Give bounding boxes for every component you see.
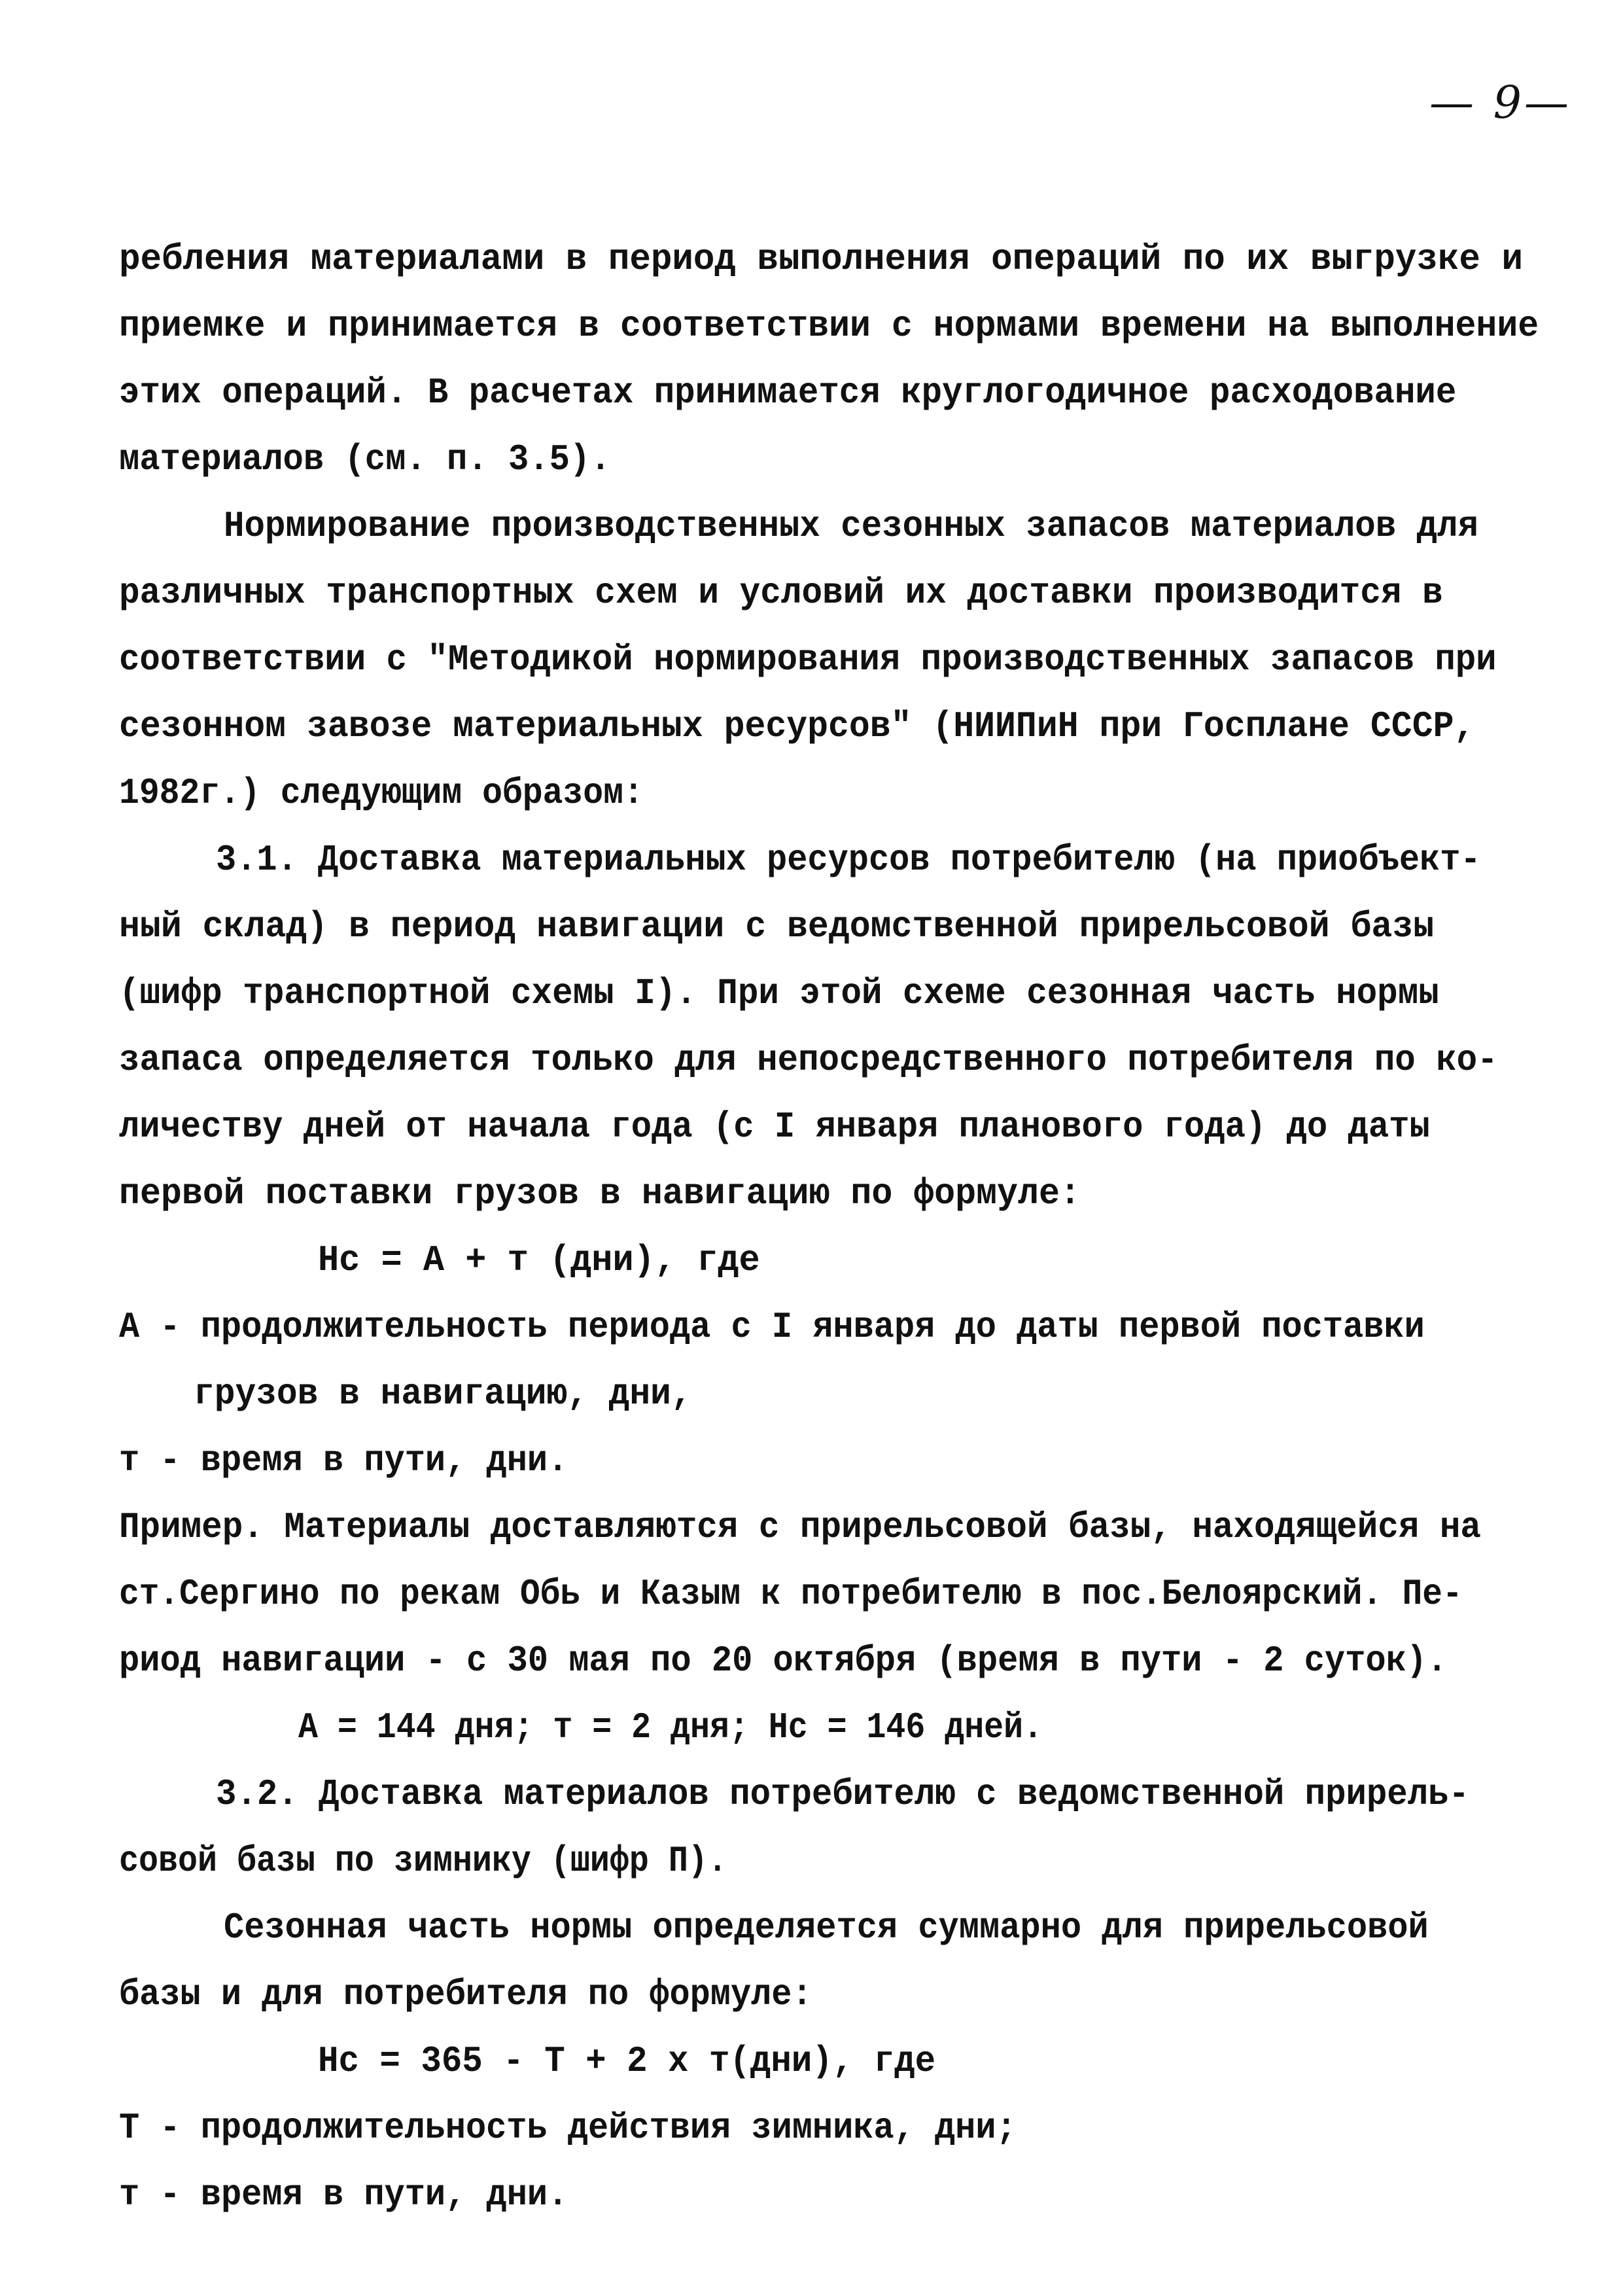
- text-line: первой поставки грузов в навигацию по формуле:: [119, 1173, 1081, 1214]
- text-line: совой базы по зимнику (шифр П).: [119, 1840, 727, 1882]
- definition-line: А - продолжительность периода с I января до даты первой поставки: [119, 1306, 1425, 1348]
- text-line: ный склад) в период навигации с ведомственной прирельсовой базы: [119, 906, 1435, 947]
- text-line: материалов (см. п. 3.5).: [119, 438, 611, 480]
- definition-line: т - время в пути, дни.: [119, 2174, 568, 2216]
- section-heading-line: 3.2. Доставка материалов потребителю с ведомственной прирель-: [216, 1773, 1469, 1815]
- definition-line: Т - продолжительность действия зимника, дни;: [119, 2107, 1017, 2149]
- text-line: риод навигации - с 30 мая по 20 октября (время в пути - 2 суток).: [119, 1640, 1448, 1682]
- text-line: приемке и принимается в соответствии с нормами времени на выполнение: [119, 305, 1539, 347]
- text-line: Сезонная часть нормы определяется суммарно для прирельсовой: [224, 1907, 1429, 1949]
- text-line: ребления материалами в период выполнения операций по их выгрузке и: [119, 238, 1523, 280]
- definition-line: грузов в навигацию, дни,: [194, 1373, 692, 1415]
- formula-line: А = 144 дня; т = 2 дня; Нс = 146 дней.: [298, 1706, 1043, 1748]
- text-line: сезонном завозе материальных ресурсов" (НИИПиН при Госплане СССР,: [119, 705, 1475, 747]
- text-line: 1982г.) следующим образом:: [119, 772, 644, 814]
- definition-line: т - время в пути, дни.: [119, 1439, 568, 1481]
- text-line: Нормирование производственных сезонных запасов материалов для: [224, 505, 1478, 547]
- text-line: базы и для потребителя по формуле:: [119, 1973, 812, 2015]
- text-line: Пример. Материалы доставляются с прирельсовой базы, находящейся на: [119, 1506, 1481, 1548]
- text-line: личеству дней от начала года (с I января планового года) до даты: [119, 1106, 1430, 1148]
- text-line: этих операций. В расчетах принимается круглогодичное расходование: [119, 372, 1457, 414]
- text-line: ст.Сергино по рекам Обь и Казым к потребителю в пос.Белоярский. Пе-: [119, 1573, 1463, 1615]
- formula-line: Нс = 365 - Т + 2 х т(дни), где: [318, 2040, 936, 2082]
- text-line: запаса определяется только для непосредственного потребителя по ко-: [119, 1039, 1498, 1081]
- text-line: различных транспортных схем и условий их доставки производится в: [119, 572, 1443, 614]
- section-heading-line: 3.1. Доставка материальных ресурсов потребителю (на приобъект-: [216, 839, 1481, 881]
- text-line: соответствии с "Методикой нормирования производственных запасов при: [119, 639, 1497, 680]
- text-line: (шифр транспортной схемы I). При этой схеме сезонная часть нормы: [119, 972, 1439, 1014]
- page-number: — 9—: [1429, 77, 1571, 129]
- formula-line: Нс = А + т (дни), где: [318, 1239, 760, 1281]
